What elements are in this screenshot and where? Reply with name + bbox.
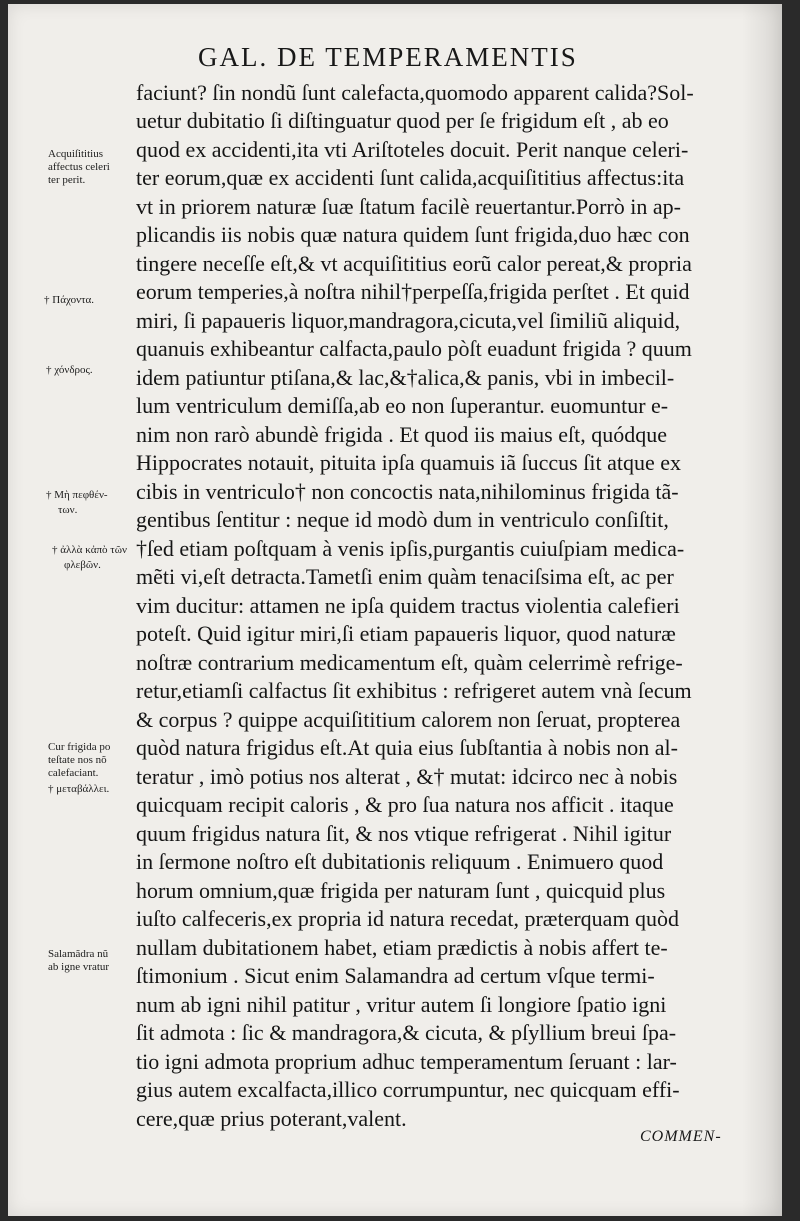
text-line: miri, ſi papaueris liquor,mandragora,cicuta,vel ſimiliũ aliquid, [136, 308, 681, 333]
text-line: cere,quæ prius poterant,valent. [136, 1106, 407, 1131]
margin-note: teſtate nos nõ [48, 754, 107, 766]
margin-note: Cur frigida po [48, 741, 111, 753]
text-line: ſit admota : ſic & mandragora,& cicuta, & pſyllium breui ſpa- [136, 1020, 677, 1045]
text-line: nullam dubitationem habet, etiam prædictis à nobis affert te- [136, 935, 668, 960]
text-line: uetur dubitatio ſi diſtinguatur quod per ſe frigidum eſt , ab eo [136, 108, 669, 133]
margin-note: Salamãdra nũ [48, 948, 109, 960]
text-line: in ſermone noſtro eſt dubitationis reliquum . Enimuero quod [136, 849, 664, 874]
text-line: horum omnium,quæ frigida per naturam ſunt , quicquid plus [136, 878, 666, 903]
text-line: ter eorum,quæ ex accidenti ſunt calida,acquiſititius affectus:ita [136, 165, 685, 190]
margin-note: των. [58, 504, 78, 516]
text-line: quicquam recipit caloris , & pro ſua natura nos afficit . itaque [136, 792, 674, 817]
text-line: idem patiuntur ptiſana,& lac,&†alica,& panis, vbi in imbecil- [136, 365, 675, 390]
catchword: COMMEN- [640, 1128, 722, 1145]
margin-note: ter perit. [48, 174, 86, 186]
text-line: ſtimonium . Sicut enim Salamandra ad certum vſque termi- [136, 963, 655, 988]
text-line: cibis in ventriculo† non concoctis nata,nihilominus frigida tã- [136, 479, 679, 504]
text-line: vt in priorem naturæ ſuæ ſtatum facilè reuertantur.Porrò in ap- [136, 194, 681, 219]
margin-note: affectus celeri [48, 161, 110, 173]
text-line: quanuis exhibeantur calfacta,paulo pòſt euadunt frigida ? quum [136, 336, 692, 361]
text-line: tio igni admota proprium adhuc temperamentum ſeruant : lar- [136, 1049, 677, 1074]
text-line: plicandis iis nobis quæ natura quidem ſunt frigida,duo hæc con [136, 222, 690, 247]
text-line: poteſt. Quid igitur miri,ſi etiam papaueris liquor, quod naturæ [136, 621, 676, 646]
margin-note: calefaciant. [48, 767, 99, 779]
text-line: eorum temperies,à noſtra nihil†perpeſſa,frigida perſtet . Et quid [136, 279, 690, 304]
text-line: num ab igni nihil patitur , vritur autem ſi longiore ſpatio igni [136, 992, 667, 1017]
book-page [8, 4, 782, 1216]
text-line: nim non rarò abundè frigida . Et quod iis maius eſt, quódque [136, 422, 667, 447]
text-line: mẽti vi,eſt detracta.Tametſi enim quàm tenaciſsima eſt, ac per [136, 564, 674, 589]
text-line: & corpus ? quippe acquiſititium calorem non ſeruat, propterea [136, 707, 681, 732]
text-line: retur,etiamſi calfactus ſit exhibitus : refrigeret autem vnà ſecum [136, 678, 692, 703]
margin-note: Acquiſititius [48, 148, 103, 160]
text-line: iuſto calfeceris,ex propria id natura recedat, præterquam quòd [136, 906, 680, 931]
text-line: quòd natura frigidus eſt.At quia eius ſubſtantia à nobis non al- [136, 735, 678, 760]
text-line: noſtræ contrarium medicamentum eſt, quàm celerrimè refrige- [136, 650, 683, 675]
text-line: Hippocrates notauit, pituita ipſa quamuis iã ſuccus ſit atque ex [136, 450, 681, 475]
text-line: tingere neceſſe eſt,& vt acquiſititius eorũ calor pereat,& propria [136, 251, 692, 276]
text-line: †ſed etiam poſtquam à venis ipſis,purgantis cuiuſpiam medica- [136, 536, 685, 561]
text-line: teratur , imò potius nos alterat , &† mutat: idcirco nec à nobis [136, 764, 678, 789]
text-line: vim ducitur: attamen ne ipſa quidem tractus violentia calefieri [136, 593, 680, 618]
margin-note: † χόνδρος. [46, 364, 93, 376]
margin-note: φλεβῶν. [64, 559, 101, 571]
margin-note: † Μὴ πεφθέν- [46, 489, 108, 501]
text-line: lum ventriculum demiſſa,ab eo non ſuperantur. euomuntur e- [136, 393, 669, 418]
text-line: gius autem excalfacta,illico corrumpuntur, nec quicquam effi- [136, 1077, 680, 1102]
margin-note: ab igne vratur [48, 961, 110, 973]
text-line: quum frigidus natura ſit, & nos vtique refrigerat . Nihil igitur [136, 821, 672, 846]
text-line: gentibus ſentitur : neque id modò dum in ventriculo conſiſtit, [136, 507, 669, 532]
margin-note: † Πάχοντα. [44, 294, 95, 306]
text-line: faciunt? ſin nondũ ſunt calefacta,quomodo apparent calida?Sol- [136, 80, 694, 105]
running-head: GAL. DE TEMPERAMENTIS [198, 42, 578, 72]
margin-note: † ἀλλὰ κἀπὸ τῶν [52, 544, 127, 556]
text-line: quod ex accidenti,ita vti Ariſtoteles docuit. Perit nanque celeri- [136, 137, 689, 162]
margin-note: † μεταβάλλει. [48, 783, 110, 795]
